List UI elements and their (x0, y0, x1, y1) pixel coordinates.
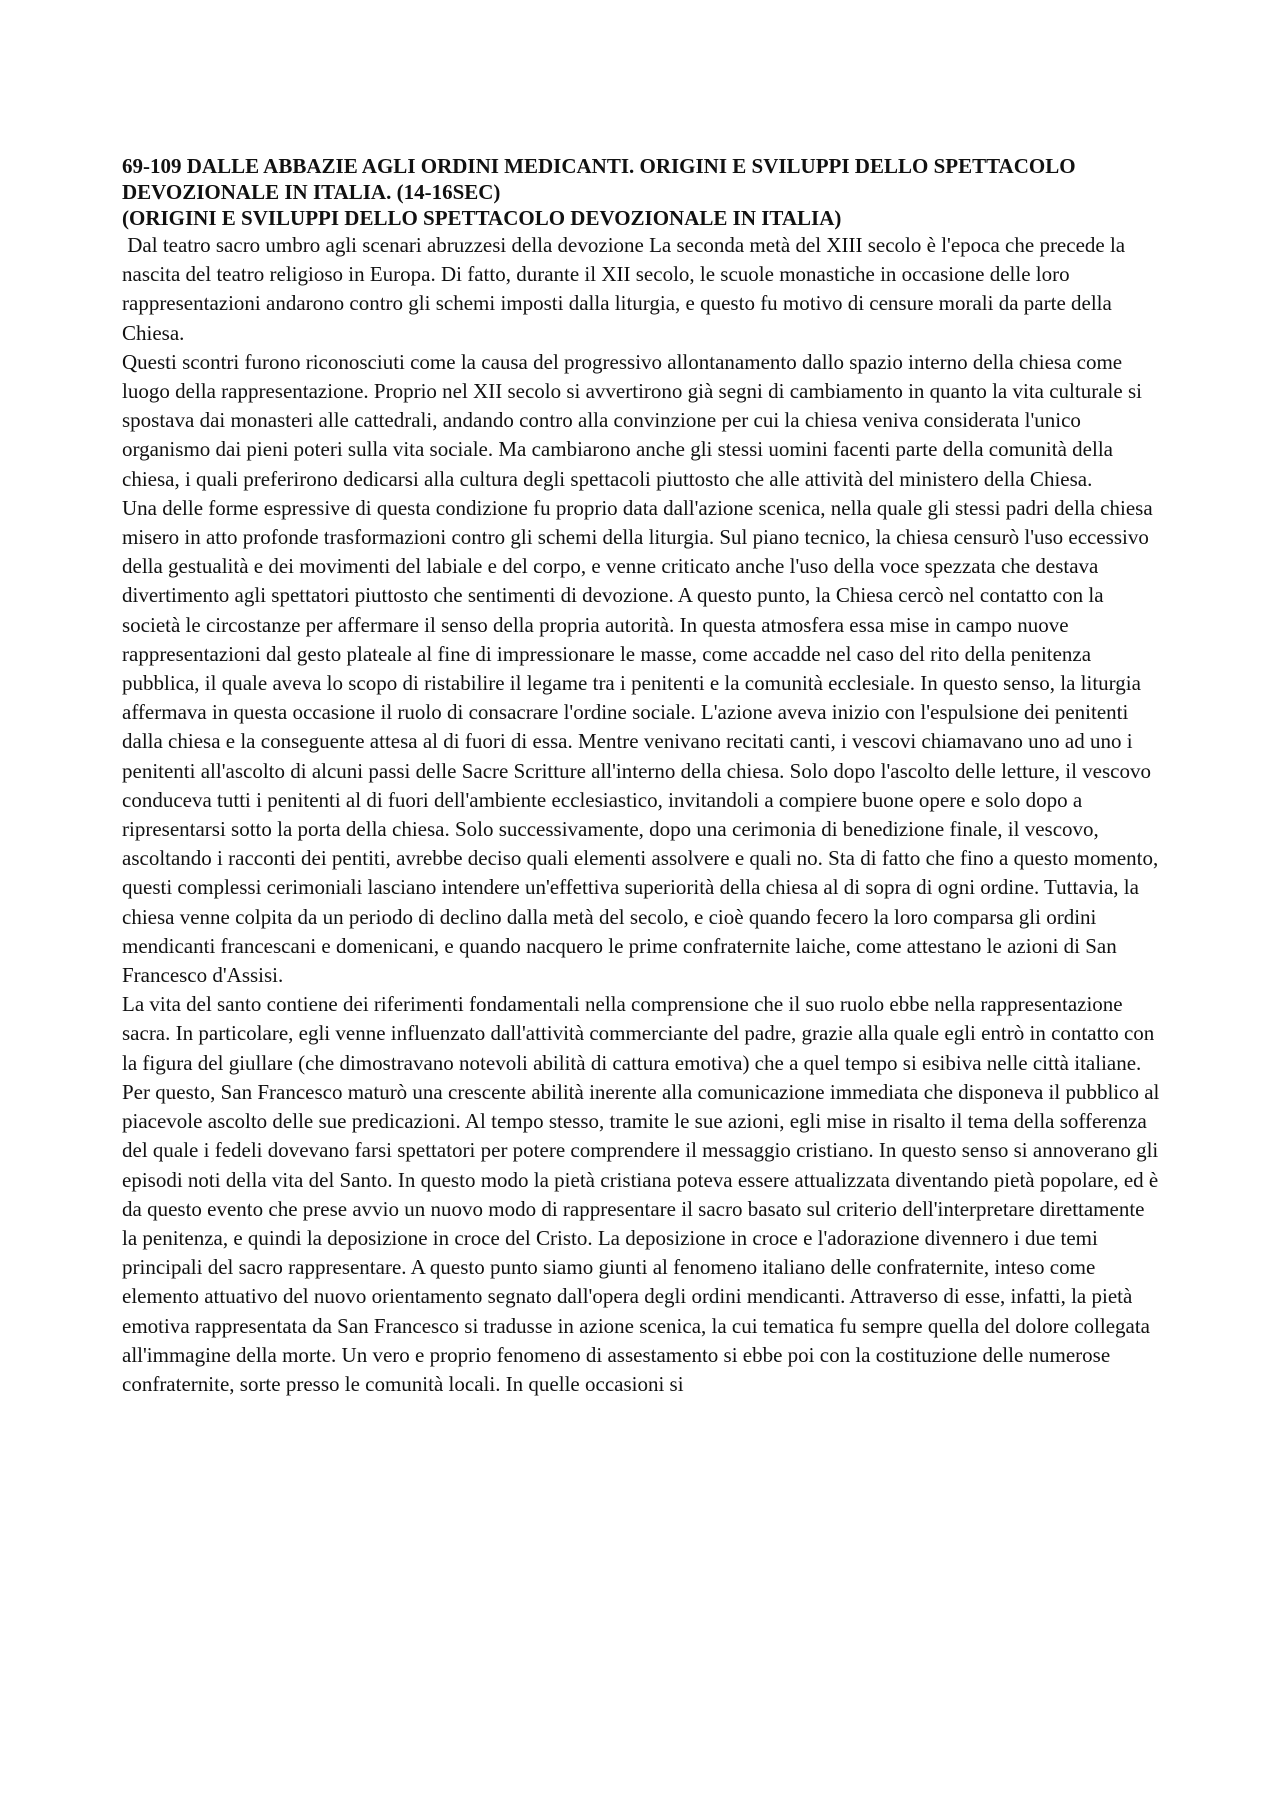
document-subtitle: (ORIGINI E SVILUPPI DELLO SPETTACOLO DEVOZIONALE IN ITALIA) (122, 206, 842, 230)
paragraph-4: La vita del santo contiene dei riferimenti fondamentali nella comprensione che il suo ruolo ebbe nella rappresentazione sacra. In particolare, egli venne influenzato dall'attività commerciante del padre, grazie alla quale egli entrò in contatto con la figura del giullare (che dimostravano notevoli abilità di cattura emotiva) che a quel tempo si esibiva nelle città italiane. Per questo, San Francesco maturò una crescente abilità inerente alla comunicazione immediata che disponeva il pubblico al piacevole ascolto delle sue predicazioni. Al tempo stesso, tramite le sue azioni, egli mise in risalto il tema della sofferenza del quale i fedeli dovevano farsi spettatori per potere comprendere il messaggio cristiano. In questo senso si annoverano gli episodi noti della vita del Santo. In questo modo la pietà cristiana poteva essere attualizzata diventando pietà popolare, ed è da questo evento che prese avvio un nuovo modo di rappresentare il sacro basato sul criterio dell'interpretare direttamente la penitenza, e quindi la deposizione in croce del Cristo. La deposizione in croce e l'adorazione divennero i due temi principali del sacro rappresentare. A questo punto siamo giunti al fenomeno italiano delle confraternite, inteso come elemento attuativo del nuovo orientamento segnato dall'opera degli ordini mendicanti. Attraverso di esse, infatti, la pietà emotiva rappresentata da San Francesco si tradusse in azione scenica, la cui tematica fu sempre quella del dolore collegata all'immagine della morte. Un vero e proprio fenomeno di assestamento si ebbe poi con la costituzione delle numerose confraternite, sorte presso le comunità locali. In quelle occasioni si (122, 992, 1160, 1396)
document-title: 69-109 DALLE ABBAZIE AGLI ORDINI MEDICANTI. ORIGINI E SVILUPPI DELLO SPETTACOLO DEVOZIONALE IN ITALIA. (14-16SEC) (122, 154, 1076, 204)
paragraph-3: Una delle forme espressive di questa condizione fu proprio data dall'azione scenica, nella quale gli stessi padri della chiesa misero in atto profonde trasformazioni contro gli schemi della liturgia. Sul piano tecnico, la chiesa censurò l'uso eccessivo della gestualità e dei movimenti del labiale e del corpo, e venne criticato anche l'uso della voce spezzata che destava divertimento agli spettatori piuttosto che sentimenti di devozione. A questo punto, la Chiesa cercò nel contatto con la società le circostanze per affermare il senso della propria autorità. In questa atmosfera essa mise in campo nuove rappresentazioni dal gesto plateale al fine di impressionare le masse, come accadde nel caso del rito della penitenza pubblica, il quale aveva lo scopo di ristabilire il legame tra i penitenti e la comunità ecclesiale. In questo senso, la liturgia affermava in questa occasione il ruolo di consacrare l'ordine sociale. L'azione aveva inizio con l'espulsione dei penitenti dalla chiesa e la conseguente attesa al di fuori di essa. Mentre venivano recitati canti, i vescovi chiamavano uno ad uno i penitenti all'ascolto di alcuni passi delle Sacre Scritture all'interno della chiesa. Solo dopo l'ascolto delle letture, il vescovo conduceva tutti i penitenti al di fuori dell'ambiente ecclesiastico, invitandoli a compiere buone opere e solo dopo a ripresentarsi sotto la porta della chiesa. Solo successivamente, dopo una cerimonia di benedizione finale, il vescovo, ascoltando i racconti dei pentiti, avrebbe deciso quali elementi assolvere e quali no. Sta di fatto che fino a questo momento, questi complessi cerimoniali lasciano intendere un'effettiva superiorità della chiesa al di sopra di ogni ordine. Tuttavia, la chiesa venne colpita da un periodo di declino dalla metà del secolo, e cioè quando fecero la loro comparsa gli ordini mendicanti francescani e domenicani, e quando nacquero le prime confraternite laiche, come attestano le azioni di San Francesco d'Assisi. (122, 495, 1159, 988)
paragraph-1: Dal teatro sacro umbro agli scenari abruzzesi della devozione La seconda metà del XIII secolo è l'epoca che precede la nascita del teatro religioso in Europa. Di fatto, durante il XII secolo, le scuole monastiche in occasione delle loro rappresentazioni andarono contro gli schemi imposti dalla liturgia, e questo fu motivo di censure morali da parte della Chiesa. (122, 233, 1131, 345)
document-body (122, 231, 1162, 1399)
paragraph-2: Questi scontri furono riconosciuti come la causa del progressivo allontanamento dallo spazio interno della chiesa come luogo della rappresentazione. Proprio nel XII secolo si avvertirono già segni di cambiamento in quanto la vita culturale si spostava dai monasteri alle cattedrali, andando contro alla convinzione per cui la chiesa veniva considerata l'unico organismo dai pieni poteri sulla vita sociale. Ma cambiarono anche gli stessi uomini facenti parte della comunità della chiesa, i quali preferirono dedicarsi alla cultura degli spettacoli piuttosto che alle attività del ministero della Chiesa. (122, 349, 1142, 491)
document-page (122, 153, 1162, 1399)
